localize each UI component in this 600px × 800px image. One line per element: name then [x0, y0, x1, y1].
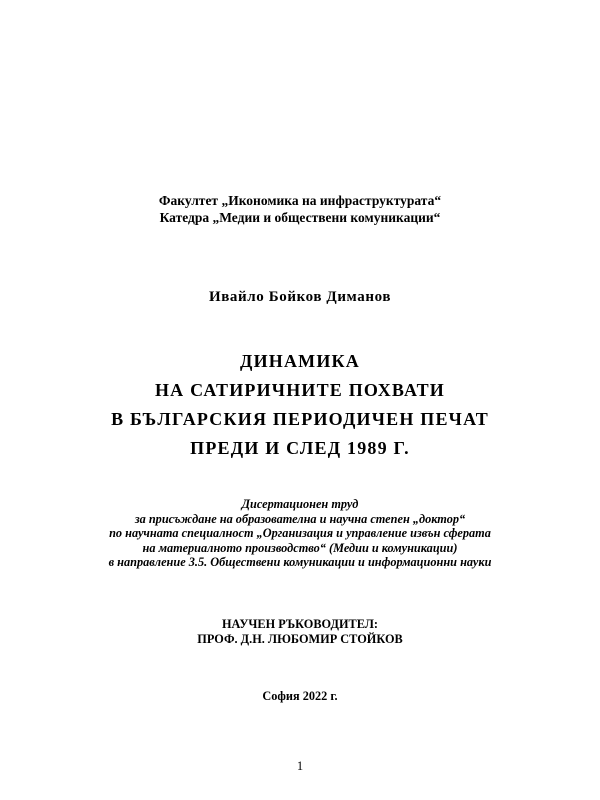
- place-and-year: София 2022 г.: [262, 689, 338, 703]
- title-line: ДИНАМИКА: [239, 351, 361, 371]
- title-line: В БЪЛГАРСКИЯ ПЕРИОДИЧЕН ПЕЧАТ: [111, 409, 489, 429]
- faculty-name: Факултет „Икономика на инфраструктурата“: [158, 193, 442, 208]
- thesis-line: на материалното производство“ (Медии и комуникации): [142, 540, 458, 555]
- department-name: Катедра „Медии и обществени комуникации“: [159, 210, 441, 225]
- thesis-line: Дисертационен труд: [241, 497, 359, 511]
- thesis-line: в направление 3.5. Обществени комуникации и информационни науки: [108, 555, 492, 569]
- dissertation-title: [0, 347, 600, 463]
- title-line: ПРЕДИ И СЛЕД 1989 Г.: [190, 438, 410, 458]
- thesis-description: [0, 497, 600, 570]
- author-name: Ивайло Бойков Диманов: [208, 289, 392, 305]
- supervisor-name: ПРОФ. Д.Н. ЛЮБОМИР СТОЙКОВ: [197, 631, 403, 646]
- page-number: 1: [296, 759, 304, 773]
- supervisor-label: НАУЧЕН РЪКОВОДИТЕЛ:: [221, 617, 379, 631]
- supervisor-section: [0, 617, 600, 646]
- faculty-header: [0, 192, 600, 226]
- title-line: НА САТИРИЧНИТЕ ПОХВАТИ: [154, 380, 446, 400]
- thesis-line: по научната специалност „Организация и управление извън сферата: [109, 526, 491, 540]
- thesis-line: за присъждане на образователна и научна степен „доктор“: [134, 511, 466, 526]
